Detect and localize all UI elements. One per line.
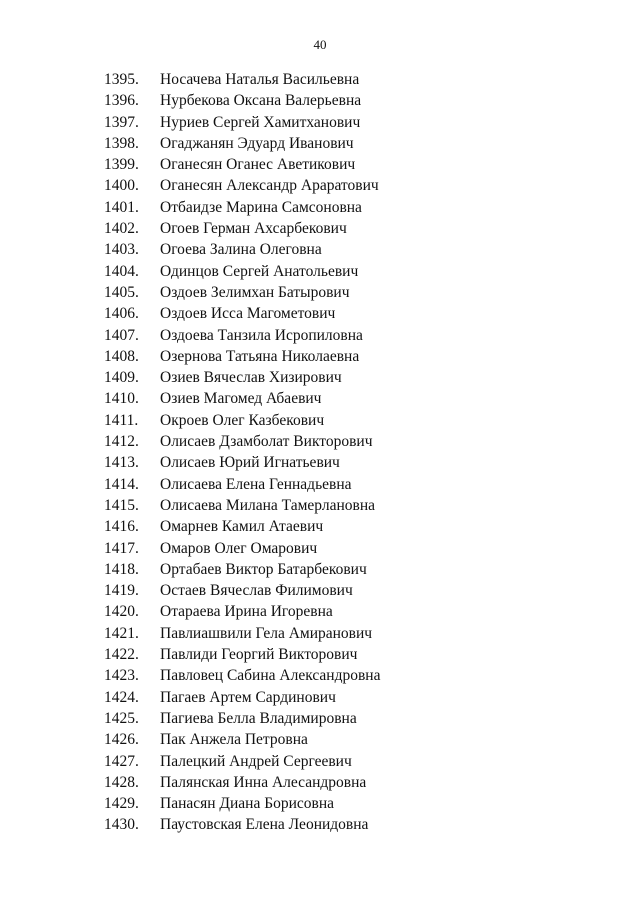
entry-number: 1422. bbox=[104, 646, 139, 664]
list-item bbox=[0, 346, 640, 367]
list-item bbox=[0, 559, 640, 580]
list-item bbox=[0, 367, 640, 388]
list-item bbox=[0, 90, 640, 111]
list-item bbox=[0, 154, 640, 175]
entry-number: 1406. bbox=[104, 305, 139, 323]
entry-number: 1401. bbox=[104, 198, 139, 216]
entry-name: Озернова Татьяна Николаевна bbox=[160, 347, 360, 365]
list-item bbox=[0, 516, 640, 537]
list-item bbox=[0, 623, 640, 644]
entry-name: Окроев Олег Казбекович bbox=[160, 411, 325, 429]
entry-name: Нуриев Сергей Хамитханович bbox=[160, 113, 361, 131]
entry-name: Оздоева Танзила Исропиловна bbox=[160, 326, 363, 344]
list-item bbox=[0, 197, 640, 218]
entry-number: 1423. bbox=[104, 667, 139, 685]
entry-name: Олисаев Дзамболат Викторович bbox=[160, 433, 373, 451]
name-list bbox=[0, 69, 640, 836]
list-item bbox=[0, 325, 640, 346]
list-item bbox=[0, 133, 640, 154]
entry-number: 1405. bbox=[104, 283, 139, 301]
entry-name: Пагаев Артем Сардинович bbox=[160, 688, 336, 706]
list-item bbox=[0, 644, 640, 665]
page-number: 40 bbox=[313, 37, 327, 52]
entry-number: 1413. bbox=[104, 454, 139, 472]
list-item bbox=[0, 729, 640, 750]
entry-name: Огаджанян Эдуард Иванович bbox=[160, 134, 354, 152]
list-item bbox=[0, 580, 640, 601]
entry-number: 1416. bbox=[104, 518, 139, 536]
entry-name: Павлиди Георгий Викторович bbox=[160, 646, 358, 664]
list-item bbox=[0, 772, 640, 793]
entry-number: 1420. bbox=[104, 603, 139, 621]
entry-name: Омаров Олег Омарович bbox=[160, 539, 318, 557]
entry-name: Оздоев Исса Магометович bbox=[160, 305, 336, 323]
list-item bbox=[0, 814, 640, 835]
entry-name: Пак Анжела Петровна bbox=[160, 731, 308, 749]
entry-number: 1399. bbox=[104, 156, 139, 174]
entry-number: 1417. bbox=[104, 539, 139, 557]
entry-number: 1427. bbox=[104, 752, 139, 770]
list-item bbox=[0, 261, 640, 282]
entry-number: 1418. bbox=[104, 560, 139, 578]
entry-number: 1415. bbox=[104, 496, 139, 514]
entry-name: Олисаев Юрий Игнатьевич bbox=[160, 454, 340, 472]
entry-number: 1412. bbox=[104, 433, 139, 451]
list-item bbox=[0, 112, 640, 133]
entry-name: Носачева Наталья Васильевна bbox=[160, 71, 360, 88]
list-item bbox=[0, 495, 640, 516]
list-item bbox=[0, 793, 640, 814]
entry-number: 1411. bbox=[104, 411, 139, 429]
entry-name: Оганесян Александр Араратович bbox=[160, 177, 379, 195]
entry-name: Остаев Вячеслав Филимович bbox=[160, 582, 353, 600]
list-item bbox=[0, 474, 640, 495]
entry-number: 1426. bbox=[104, 731, 139, 749]
entry-name: Ортабаев Виктор Батарбекович bbox=[160, 560, 367, 578]
entry-name: Оганесян Оганес Аветикович bbox=[160, 156, 356, 174]
entry-number: 1429. bbox=[104, 795, 139, 813]
entry-name: Огоев Герман Ахсарбекович bbox=[160, 220, 347, 238]
list-item bbox=[0, 687, 640, 708]
list-item bbox=[0, 239, 640, 260]
entry-number: 1398. bbox=[104, 134, 139, 152]
entry-name: Омарнев Камил Атаевич bbox=[160, 518, 324, 536]
entry-name: Огоева Залина Олеговна bbox=[160, 241, 322, 259]
entry-number: 1425. bbox=[104, 709, 139, 727]
entry-name: Озиев Вячеслав Хизирович bbox=[160, 369, 342, 387]
entry-name: Олисаева Милана Тамерлановна bbox=[160, 496, 376, 514]
entry-number: 1428. bbox=[104, 773, 139, 791]
entry-number: 1421. bbox=[104, 624, 139, 642]
entry-name: Отараева Ирина Игоревна bbox=[160, 603, 333, 621]
entry-name: Отбаидзе Марина Самсоновна bbox=[160, 198, 362, 216]
entry-number: 1414. bbox=[104, 475, 139, 493]
entry-name: Олисаева Елена Геннадьевна bbox=[160, 475, 352, 493]
entry-name: Палецкий Андрей Сергеевич bbox=[160, 752, 352, 770]
list-item bbox=[0, 410, 640, 431]
list-item bbox=[0, 431, 640, 452]
list-item bbox=[0, 665, 640, 686]
entry-name: Нурбекова Оксана Валерьевна bbox=[160, 92, 362, 110]
list-item bbox=[0, 282, 640, 303]
list-item bbox=[0, 388, 640, 409]
entry-number: 1419. bbox=[104, 582, 139, 600]
list-item bbox=[0, 751, 640, 772]
entry-number: 1400. bbox=[104, 177, 139, 195]
entry-number: 1404. bbox=[104, 262, 139, 280]
entry-number: 1397. bbox=[104, 113, 139, 131]
list-item bbox=[0, 708, 640, 729]
list-item bbox=[0, 303, 640, 324]
list-item bbox=[0, 601, 640, 622]
entry-name: Панасян Диана Борисовна bbox=[160, 795, 335, 813]
entry-number: 1403. bbox=[104, 241, 139, 259]
entry-number: 1396. bbox=[104, 92, 139, 110]
list-item bbox=[0, 69, 640, 90]
entry-name: Пагиева Белла Владимировна bbox=[160, 709, 357, 727]
entry-name: Одинцов Сергей Анатольевич bbox=[160, 262, 359, 280]
entry-name: Палянская Инна Алесандровна bbox=[160, 773, 367, 791]
entry-name: Озиев Магомед Абаевич bbox=[160, 390, 322, 408]
entry-number: 1430. bbox=[104, 816, 139, 834]
entry-number: 1408. bbox=[104, 347, 139, 365]
entry-name: Павловец Сабина Александровна bbox=[160, 667, 381, 685]
entry-number: 1395. bbox=[104, 71, 139, 88]
entry-number: 1402. bbox=[104, 220, 139, 238]
entry-number: 1407. bbox=[104, 326, 139, 344]
entry-number: 1409. bbox=[104, 369, 139, 387]
entry-number: 1424. bbox=[104, 688, 139, 706]
list-item bbox=[0, 538, 640, 559]
entry-name: Оздоев Зелимхан Батырович bbox=[160, 283, 350, 301]
list-item bbox=[0, 175, 640, 196]
list-item bbox=[0, 452, 640, 473]
entry-name: Паустовская Елена Леонидовна bbox=[160, 816, 369, 834]
entry-number: 1410. bbox=[104, 390, 139, 408]
list-item bbox=[0, 218, 640, 239]
entry-name: Павлиашвили Гела Амиранович bbox=[160, 624, 373, 642]
